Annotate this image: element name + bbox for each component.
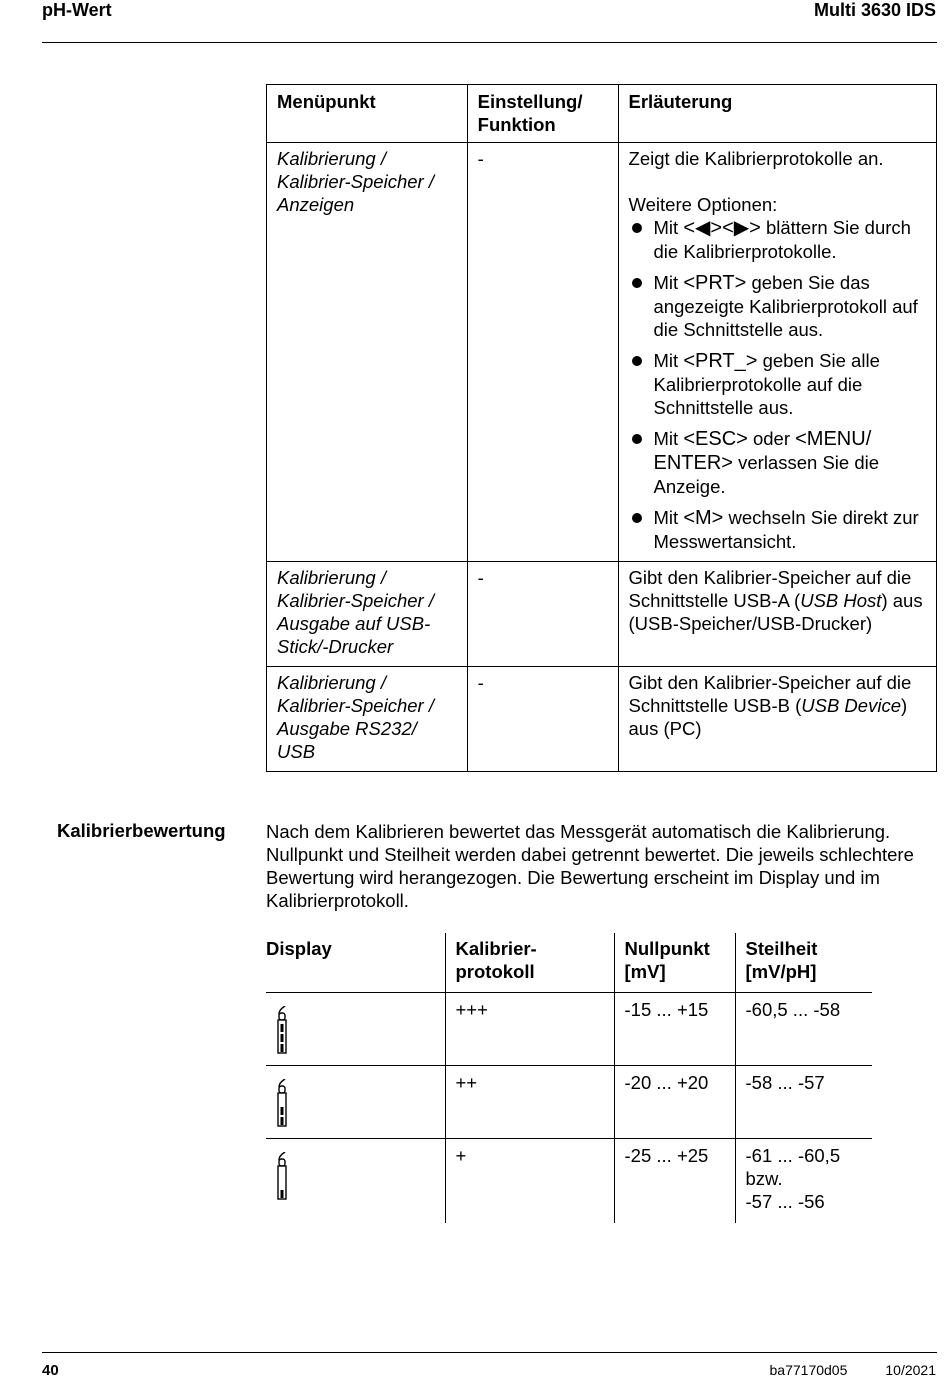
slope-cell [735, 1139, 872, 1223]
footer-meta [770, 1362, 936, 1378]
explanation-intro: Zeigt die Kalibrierprotokolle an. [628, 148, 884, 169]
explanation-text: Gibt den Kalibrier-Speicher auf die Schnittstelle USB-A ( [628, 567, 912, 611]
electrode-icon [276, 1152, 290, 1200]
column-header-protocol: Kalibrier-protokoll [445, 933, 614, 993]
zero-point-cell: -15 ... +15 [614, 993, 735, 1066]
protocol-cell: +++ [445, 993, 614, 1066]
options-list [629, 216, 926, 553]
column-header-display: Display [266, 938, 332, 959]
table-row [267, 143, 937, 562]
zero-point-cell: -20 ... +20 [614, 1066, 735, 1139]
bullet-text: Mit [653, 507, 684, 528]
column-header-menu-item: Menüpunkt [267, 85, 468, 143]
key-label: <PRT> [683, 272, 747, 294]
explanation-cell [618, 562, 936, 667]
slope-range: -61 ... -60,5 [745, 1145, 841, 1166]
table-row [266, 1139, 872, 1223]
explanation-emphasis: USB Device [801, 695, 901, 716]
menu-item-cell: Kalibrierung / Kalibrier-Speicher / Anzeigen [267, 143, 468, 562]
menu-table-header [267, 85, 937, 143]
list-item [629, 349, 926, 419]
explanation-text: ) aus (USB-Speicher/USB-Drucker) [628, 590, 923, 634]
header-section-title: pH-Wert [42, 0, 112, 20]
explanation-text: ) aus (PC) [628, 695, 908, 739]
electrode-icon [276, 1079, 290, 1127]
explanation-emphasis: USB Host [800, 590, 882, 611]
bullet-text: Mit [653, 428, 684, 449]
options-label: Weitere Optionen: [628, 194, 778, 215]
list-item [629, 506, 926, 553]
bullet-text: blättern Sie durch die Kalibrierprotokolle. [653, 217, 911, 262]
table-row [267, 667, 937, 772]
calibration-evaluation-table [266, 933, 872, 1223]
key-label: <MENU/ ENTER> [653, 428, 872, 474]
bullet-text: Mit [653, 350, 684, 371]
menu-table [266, 84, 937, 772]
header-divider [42, 42, 937, 43]
bullet-text: geben Sie alle Kalibrierprotokolle auf die Schnittstelle aus. [653, 350, 880, 418]
table-row [266, 993, 872, 1066]
bullet-text: oder [747, 428, 796, 449]
key-label: <ESC> [683, 428, 748, 450]
menu-item-cell: Kalibrierung / Kalibrier-Speicher / Ausgabe RS232/ USB [267, 667, 468, 772]
document-date: 10/2021 [885, 1362, 936, 1378]
setting-cell: - [467, 667, 618, 772]
slope-cell: -60,5 ... -58 [735, 993, 872, 1066]
list-item [629, 216, 926, 263]
table-row [266, 1066, 872, 1139]
header-product-name: Multi 3630 IDS [813, 0, 936, 20]
key-label: <◀><▶> [683, 217, 761, 239]
bullet-text: Mit [653, 272, 684, 293]
column-header-zero-point: Nullpunkt [mV] [614, 933, 735, 993]
list-item [629, 427, 926, 498]
electrode-icon [276, 1006, 290, 1054]
setting-cell: - [467, 143, 618, 562]
list-item [629, 271, 926, 341]
page-number: 40 [42, 1362, 59, 1379]
document-id: ba77170d05 [769, 1362, 848, 1378]
explanation-cell [618, 143, 936, 562]
bullet-text: verlassen Sie die Anzeige. [653, 452, 880, 497]
footer-divider [42, 1352, 937, 1353]
slope-cell: -58 ... -57 [735, 1066, 872, 1139]
protocol-cell: ++ [445, 1066, 614, 1139]
key-label: <PRT_> [683, 350, 758, 372]
column-header-explanation: Erläuterung [618, 85, 936, 143]
setting-cell: - [467, 562, 618, 667]
bullet-text: wechseln Sie direkt zur Messwertansicht. [653, 507, 919, 552]
zero-point-cell: -25 ... +25 [614, 1139, 735, 1223]
display-cell [266, 1139, 445, 1223]
table-row [267, 562, 937, 667]
column-header-slope: Steilheit [mV/pH] [735, 933, 872, 993]
menu-item-cell: Kalibrierung / Kalibrier-Speicher / Ausgabe auf USB-Stick/-Drucker [267, 562, 468, 667]
explanation-text: Gibt den Kalibrier-Speicher auf die Schnittstelle USB-B ( [628, 672, 912, 716]
evaluation-table-header [266, 933, 872, 993]
key-label: <M> [683, 507, 724, 529]
bullet-text: geben Sie das angezeigte Kalibrierprotokoll auf die Schnittstelle aus. [653, 272, 918, 340]
protocol-cell: + [445, 1139, 614, 1223]
bullet-text: Mit [653, 217, 684, 238]
explanation-cell [618, 667, 936, 772]
slope-range-alt: -57 ... -56 [745, 1191, 825, 1212]
column-header-setting: Einstellung/ Funktion [467, 85, 618, 143]
section-label: Kalibrierbewertung [57, 820, 226, 841]
display-cell [266, 1066, 445, 1139]
slope-conjunction: bzw. [745, 1168, 783, 1189]
display-cell [266, 993, 445, 1066]
spacer [629, 170, 926, 193]
section-paragraph: Nach dem Kalibrieren bewertet das Messgerät automatisch die Kalibrierung. Nullpunkt und Steilheit werden dabei getrennt bewertet. Die jeweils schlechtere Bewertung wird herangezogen. Die Bewertung erscheint im Display und im Kalibrierprotokoll. [266, 821, 914, 911]
